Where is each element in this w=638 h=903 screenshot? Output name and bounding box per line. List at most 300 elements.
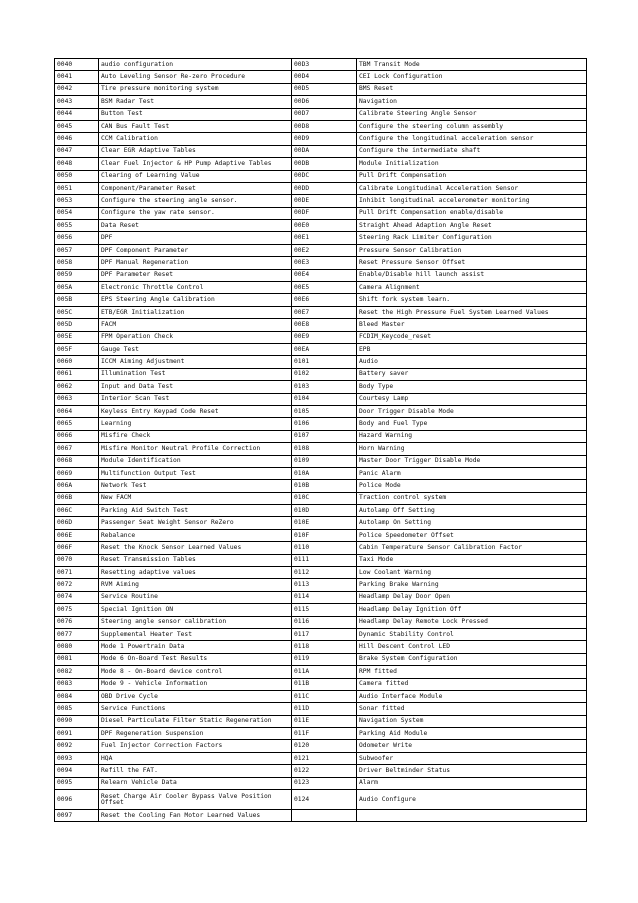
table-row — [55, 120, 587, 132]
table-row — [55, 170, 587, 182]
table-row — [55, 158, 587, 170]
code-left-cell: 0081 — [55, 653, 99, 665]
document-page — [54, 58, 586, 822]
table-row — [55, 678, 587, 690]
table-row — [55, 467, 587, 479]
code-right-cell: 0115 — [292, 604, 357, 616]
code-left-cell: 0095 — [55, 777, 99, 789]
function-right-cell: Parking Aid Module — [357, 728, 587, 740]
code-left-cell: 0042 — [55, 83, 99, 95]
code-left-cell: 0054 — [55, 207, 99, 219]
code-right-cell: 0122 — [292, 765, 357, 777]
code-left-cell: 0074 — [55, 591, 99, 603]
table-row — [55, 455, 587, 467]
function-left-cell: Module Identification — [99, 455, 292, 467]
table-row — [55, 628, 587, 640]
code-left-cell: 005A — [55, 282, 99, 294]
table-row — [55, 790, 587, 810]
code-left-cell: 0082 — [55, 666, 99, 678]
code-left-cell: 0060 — [55, 356, 99, 368]
code-left-cell: 0061 — [55, 368, 99, 380]
code-left-cell: 0085 — [55, 703, 99, 715]
function-left-cell: Reset the Knock Sensor Learned Values — [99, 542, 292, 554]
code-right-cell: 0102 — [292, 368, 357, 380]
code-right-cell: 00E2 — [292, 244, 357, 256]
code-right-cell: 00D9 — [292, 133, 357, 145]
table-row — [55, 480, 587, 492]
function-left-cell: CAN Bus Fault Test — [99, 120, 292, 132]
table-row — [55, 752, 587, 764]
function-left-cell: Input and Data Test — [99, 381, 292, 393]
code-right-cell: 00D4 — [292, 71, 357, 83]
function-left-cell: Illumination Test — [99, 368, 292, 380]
code-left-cell: 005B — [55, 294, 99, 306]
function-left-cell: OBD Drive Cycle — [99, 690, 292, 702]
function-left-cell: Fuel Injector Correction Factors — [99, 740, 292, 752]
function-left-cell: Button Test — [99, 108, 292, 120]
table-row — [55, 728, 587, 740]
function-right-cell: Panic Alarm — [357, 467, 587, 479]
code-right-cell: 00E6 — [292, 294, 357, 306]
function-left-cell: ETB/EGR Initialization — [99, 306, 292, 318]
function-left-cell: Misfire Monitor Neutral Profile Correction — [99, 443, 292, 455]
code-left-cell: 005C — [55, 306, 99, 318]
function-right-cell — [357, 810, 587, 822]
function-right-cell: Cabin Temperature Sensor Calibration Factor — [357, 542, 587, 554]
function-right-cell: Odometer Write — [357, 740, 587, 752]
function-left-cell: Interior Scan Test — [99, 393, 292, 405]
table-row — [55, 282, 587, 294]
code-left-cell: 0043 — [55, 96, 99, 108]
function-left-cell: Parking Aid Switch Test — [99, 505, 292, 517]
table-row — [55, 244, 587, 256]
code-right-cell: 00DD — [292, 182, 357, 194]
function-right-cell: Door Trigger Disable Mode — [357, 405, 587, 417]
function-left-cell: DPF Parameter Reset — [99, 269, 292, 281]
code-left-cell: 006D — [55, 517, 99, 529]
function-right-cell: CEI Lock Configuration — [357, 71, 587, 83]
function-right-cell: Camera fitted — [357, 678, 587, 690]
code-left-cell: 0096 — [55, 790, 99, 810]
table-row — [55, 405, 587, 417]
function-right-cell: Reset Pressure Sensor Offset — [357, 257, 587, 269]
code-left-cell: 0047 — [55, 145, 99, 157]
function-right-cell: Police Speedometer Offset — [357, 529, 587, 541]
table-row — [55, 96, 587, 108]
function-right-cell: Module Initialization — [357, 158, 587, 170]
function-right-cell: Reset the High Pressure Fuel System Learned Values — [357, 306, 587, 318]
code-right-cell: 0104 — [292, 393, 357, 405]
code-left-cell: 0067 — [55, 443, 99, 455]
function-right-cell: Hill Descent Control LED — [357, 641, 587, 653]
table-row — [55, 641, 587, 653]
function-right-cell: Calibrate Steering Angle Sensor — [357, 108, 587, 120]
function-left-cell: DPF — [99, 232, 292, 244]
function-right-cell: TBM Transit Mode — [357, 59, 587, 71]
function-left-cell: Reset the Cooling Fan Motor Learned Values — [99, 810, 292, 822]
function-left-cell: RVM Aiming — [99, 579, 292, 591]
function-left-cell: Configure the steering angle sensor. — [99, 195, 292, 207]
function-left-cell: EPS Steering Angle Calibration — [99, 294, 292, 306]
table-row — [55, 430, 587, 442]
function-left-cell: Resetting adaptive values — [99, 567, 292, 579]
code-right-cell: 011D — [292, 703, 357, 715]
code-right-cell: 0117 — [292, 628, 357, 640]
code-right-cell: 00E7 — [292, 306, 357, 318]
function-left-cell: Service Functions — [99, 703, 292, 715]
table-row — [55, 319, 587, 331]
code-left-cell: 0075 — [55, 604, 99, 616]
function-right-cell: Pull Drift Compensation — [357, 170, 587, 182]
table-row — [55, 207, 587, 219]
code-left-cell: 0051 — [55, 182, 99, 194]
code-left-cell: 0092 — [55, 740, 99, 752]
function-right-cell: Straight Ahead Adaption Angle Reset — [357, 220, 587, 232]
function-right-cell: Dynamic Stability Control — [357, 628, 587, 640]
function-right-cell: FCDIM_Keycode_reset — [357, 331, 587, 343]
code-left-cell: 0071 — [55, 567, 99, 579]
table-row — [55, 418, 587, 430]
function-right-cell: Configure the intermediate shaft — [357, 145, 587, 157]
function-left-cell: Service Routine — [99, 591, 292, 603]
code-right-cell: 0121 — [292, 752, 357, 764]
code-right-cell: 011E — [292, 715, 357, 727]
code-left-cell: 0070 — [55, 554, 99, 566]
function-left-cell: Gauge Test — [99, 343, 292, 355]
code-left-cell: 006C — [55, 505, 99, 517]
function-right-cell: Configure the longitudinal acceleration sensor — [357, 133, 587, 145]
function-left-cell: Special Ignition ON — [99, 604, 292, 616]
code-left-cell: 005F — [55, 343, 99, 355]
service-function-table — [54, 58, 587, 822]
function-right-cell: Navigation System — [357, 715, 587, 727]
code-right-cell: 00E0 — [292, 220, 357, 232]
function-right-cell: Alarm — [357, 777, 587, 789]
table-row — [55, 604, 587, 616]
table-row — [55, 666, 587, 678]
code-left-cell: 0080 — [55, 641, 99, 653]
function-right-cell: Hazard Warning — [357, 430, 587, 442]
table-row — [55, 343, 587, 355]
function-right-cell: Navigation — [357, 96, 587, 108]
code-left-cell: 0084 — [55, 690, 99, 702]
function-left-cell: Electronic Throttle Control — [99, 282, 292, 294]
function-right-cell: BMS Reset — [357, 83, 587, 95]
code-left-cell: 0044 — [55, 108, 99, 120]
function-left-cell: Configure the yaw rate sensor. — [99, 207, 292, 219]
code-left-cell: 005D — [55, 319, 99, 331]
function-right-cell: Steering Rack Limiter Configuration — [357, 232, 587, 244]
code-left-cell: 006E — [55, 529, 99, 541]
function-right-cell: Driver Beltminder Status — [357, 765, 587, 777]
code-left-cell: 0056 — [55, 232, 99, 244]
table-row — [55, 591, 587, 603]
function-left-cell: BSM Radar Test — [99, 96, 292, 108]
code-right-cell: 00DE — [292, 195, 357, 207]
code-left-cell: 0091 — [55, 728, 99, 740]
code-left-cell: 0058 — [55, 257, 99, 269]
code-right-cell: 010E — [292, 517, 357, 529]
function-left-cell: Keyless Entry Keypad Code Reset — [99, 405, 292, 417]
table-row — [55, 145, 587, 157]
function-left-cell: Tire pressure monitoring system — [99, 83, 292, 95]
function-right-cell: Brake System Configuration — [357, 653, 587, 665]
table-row — [55, 306, 587, 318]
function-left-cell: Data Reset — [99, 220, 292, 232]
table-row — [55, 59, 587, 71]
table-row — [55, 492, 587, 504]
code-right-cell: 0106 — [292, 418, 357, 430]
code-left-cell: 005E — [55, 331, 99, 343]
function-right-cell: Inhibit longitudinal accelerometer monitoring — [357, 195, 587, 207]
code-left-cell: 0064 — [55, 405, 99, 417]
function-left-cell: Multifunction Output Test — [99, 467, 292, 479]
code-left-cell: 0045 — [55, 120, 99, 132]
table-row — [55, 653, 587, 665]
function-left-cell: Misfire Check — [99, 430, 292, 442]
function-right-cell: Pull Drift Compensation enable/disable — [357, 207, 587, 219]
table-row — [55, 220, 587, 232]
function-left-cell: Refill the FAT. — [99, 765, 292, 777]
function-right-cell: Courtesy Lamp — [357, 393, 587, 405]
table-row — [55, 182, 587, 194]
function-left-cell: FPM Operation Check — [99, 331, 292, 343]
code-right-cell: 0119 — [292, 653, 357, 665]
code-right-cell: 0123 — [292, 777, 357, 789]
table-row — [55, 71, 587, 83]
function-right-cell: Low Coolant Warning — [357, 567, 587, 579]
code-right-cell: 00D6 — [292, 96, 357, 108]
function-right-cell: Camera Alignment — [357, 282, 587, 294]
code-right-cell: 0101 — [292, 356, 357, 368]
function-left-cell: DPF Regeneration Suspension — [99, 728, 292, 740]
table-row — [55, 703, 587, 715]
code-right-cell: 00D8 — [292, 120, 357, 132]
code-right-cell: 00E3 — [292, 257, 357, 269]
code-right-cell: 011C — [292, 690, 357, 702]
code-left-cell: 0040 — [55, 59, 99, 71]
code-right-cell: 0118 — [292, 641, 357, 653]
code-left-cell: 0072 — [55, 579, 99, 591]
table-row — [55, 381, 587, 393]
code-right-cell: 0107 — [292, 430, 357, 442]
table-row — [55, 777, 587, 789]
code-right-cell: 011F — [292, 728, 357, 740]
code-left-cell: 0094 — [55, 765, 99, 777]
table-row — [55, 195, 587, 207]
function-right-cell: Pressure Sensor Calibration — [357, 244, 587, 256]
function-right-cell: Taxi Mode — [357, 554, 587, 566]
code-left-cell: 0090 — [55, 715, 99, 727]
function-right-cell: Subwoofer — [357, 752, 587, 764]
table-row — [55, 505, 587, 517]
function-right-cell: Body Type — [357, 381, 587, 393]
function-left-cell: New FACM — [99, 492, 292, 504]
code-right-cell: 0112 — [292, 567, 357, 579]
function-left-cell: Supplemental Heater Test — [99, 628, 292, 640]
table-row — [55, 83, 587, 95]
table-row — [55, 715, 587, 727]
code-left-cell: 0093 — [55, 752, 99, 764]
code-right-cell: 0114 — [292, 591, 357, 603]
table-row — [55, 368, 587, 380]
table-row — [55, 529, 587, 541]
table-row — [55, 356, 587, 368]
code-right-cell: 0110 — [292, 542, 357, 554]
code-right-cell: 0109 — [292, 455, 357, 467]
function-left-cell: Steering angle sensor calibration — [99, 616, 292, 628]
code-left-cell: 0046 — [55, 133, 99, 145]
function-right-cell: EPB — [357, 343, 587, 355]
code-right-cell: 010B — [292, 480, 357, 492]
function-right-cell: Traction control system — [357, 492, 587, 504]
function-right-cell: Parking Brake Warning — [357, 579, 587, 591]
code-left-cell: 0057 — [55, 244, 99, 256]
code-right-cell: 0113 — [292, 579, 357, 591]
function-right-cell: Autolamp Off Setting — [357, 505, 587, 517]
code-left-cell: 0065 — [55, 418, 99, 430]
function-left-cell: Clearing of Learning Value — [99, 170, 292, 182]
code-left-cell: 0053 — [55, 195, 99, 207]
code-right-cell: 010F — [292, 529, 357, 541]
code-left-cell: 006B — [55, 492, 99, 504]
table-row — [55, 133, 587, 145]
code-right-cell: 0103 — [292, 381, 357, 393]
function-right-cell: Police Mode — [357, 480, 587, 492]
table-row — [55, 443, 587, 455]
code-left-cell: 0083 — [55, 678, 99, 690]
function-right-cell: RPM fitted — [357, 666, 587, 678]
function-right-cell: Calibrate Longitudinal Acceleration Sensor — [357, 182, 587, 194]
code-right-cell: 00D7 — [292, 108, 357, 120]
code-right-cell: 00E8 — [292, 319, 357, 331]
code-right-cell: 0111 — [292, 554, 357, 566]
function-right-cell: Horn Warning — [357, 443, 587, 455]
function-right-cell: Configure the steering column assembly — [357, 120, 587, 132]
code-left-cell: 0059 — [55, 269, 99, 281]
table-row — [55, 108, 587, 120]
function-left-cell: Reset Charge Air Cooler Bypass Valve Position Offset — [99, 790, 292, 810]
code-left-cell: 0066 — [55, 430, 99, 442]
table-row — [55, 616, 587, 628]
function-right-cell: Audio Configure — [357, 790, 587, 810]
table-row — [55, 257, 587, 269]
code-left-cell: 0062 — [55, 381, 99, 393]
function-left-cell: Mode 1 Powertrain Data — [99, 641, 292, 653]
function-left-cell: Mode 8 - On-Board device control — [99, 666, 292, 678]
function-left-cell: Diesel Particulate Filter Static Regeneration — [99, 715, 292, 727]
code-right-cell: 00D5 — [292, 83, 357, 95]
code-left-cell: 0077 — [55, 628, 99, 640]
function-right-cell: Autolamp On Setting — [357, 517, 587, 529]
function-left-cell: Auto Leveling Sensor Re-zero Procedure — [99, 71, 292, 83]
code-right-cell: 00E1 — [292, 232, 357, 244]
function-left-cell: Learning — [99, 418, 292, 430]
code-right-cell — [292, 810, 357, 822]
code-right-cell: 00D3 — [292, 59, 357, 71]
code-left-cell: 0063 — [55, 393, 99, 405]
function-left-cell: Component/Parameter Reset — [99, 182, 292, 194]
table-row — [55, 294, 587, 306]
code-right-cell: 00E9 — [292, 331, 357, 343]
table-row — [55, 579, 587, 591]
function-left-cell: Passenger Seat Weight Sensor ReZero — [99, 517, 292, 529]
code-left-cell: 0068 — [55, 455, 99, 467]
function-left-cell: Rebalance — [99, 529, 292, 541]
table-body — [55, 59, 587, 822]
function-right-cell: Headlamp Delay Ignition Off — [357, 604, 587, 616]
code-left-cell: 0069 — [55, 467, 99, 479]
table-row — [55, 331, 587, 343]
table-row — [55, 269, 587, 281]
function-left-cell: Relearn Vehicle Data — [99, 777, 292, 789]
function-left-cell: ICCM Aiming Adjustment — [99, 356, 292, 368]
function-right-cell: Shift fork system learn. — [357, 294, 587, 306]
function-left-cell: audio configuration — [99, 59, 292, 71]
code-right-cell: 010A — [292, 467, 357, 479]
code-left-cell: 0050 — [55, 170, 99, 182]
function-left-cell: CCM Calibration — [99, 133, 292, 145]
code-right-cell: 0105 — [292, 405, 357, 417]
table-row — [55, 554, 587, 566]
code-left-cell: 0048 — [55, 158, 99, 170]
function-right-cell: Headlamp Delay Remote Lock Pressed — [357, 616, 587, 628]
function-right-cell: Master Door Trigger Disable Mode — [357, 455, 587, 467]
function-right-cell: Headlamp Delay Door Open — [357, 591, 587, 603]
table-row — [55, 690, 587, 702]
table-row — [55, 232, 587, 244]
function-left-cell: DPF Component Parameter — [99, 244, 292, 256]
code-right-cell: 00E4 — [292, 269, 357, 281]
function-left-cell: FACM — [99, 319, 292, 331]
table-row — [55, 517, 587, 529]
code-right-cell: 011B — [292, 678, 357, 690]
code-left-cell: 006A — [55, 480, 99, 492]
code-right-cell: 0120 — [292, 740, 357, 752]
code-right-cell: 0108 — [292, 443, 357, 455]
function-right-cell: Audio Interface Module — [357, 690, 587, 702]
code-right-cell: 00DC — [292, 170, 357, 182]
code-right-cell: 00DA — [292, 145, 357, 157]
table-row — [55, 740, 587, 752]
function-right-cell: Audio — [357, 356, 587, 368]
code-right-cell: 010D — [292, 505, 357, 517]
table-row — [55, 765, 587, 777]
code-right-cell: 00E5 — [292, 282, 357, 294]
function-left-cell: Clear EGR Adaptive Tables — [99, 145, 292, 157]
function-right-cell: Body and Fuel Type — [357, 418, 587, 430]
code-left-cell: 006F — [55, 542, 99, 554]
function-left-cell: DPF Manual Regeneration — [99, 257, 292, 269]
function-right-cell: Sonar fitted — [357, 703, 587, 715]
code-right-cell: 00DB — [292, 158, 357, 170]
code-right-cell: 00DF — [292, 207, 357, 219]
code-right-cell: 011A — [292, 666, 357, 678]
code-left-cell: 0055 — [55, 220, 99, 232]
code-right-cell: 00EA — [292, 343, 357, 355]
function-left-cell: HQA — [99, 752, 292, 764]
code-right-cell: 0124 — [292, 790, 357, 810]
function-right-cell: Bleed Master — [357, 319, 587, 331]
code-left-cell: 0041 — [55, 71, 99, 83]
function-left-cell: Network Test — [99, 480, 292, 492]
function-left-cell: Reset Transmission Tables — [99, 554, 292, 566]
function-left-cell: Mode 6 On-Board Test Results — [99, 653, 292, 665]
function-left-cell: Mode 9 - Vehicle Information — [99, 678, 292, 690]
code-left-cell: 0076 — [55, 616, 99, 628]
function-right-cell: Enable/Disable hill launch assist — [357, 269, 587, 281]
code-right-cell: 010C — [292, 492, 357, 504]
